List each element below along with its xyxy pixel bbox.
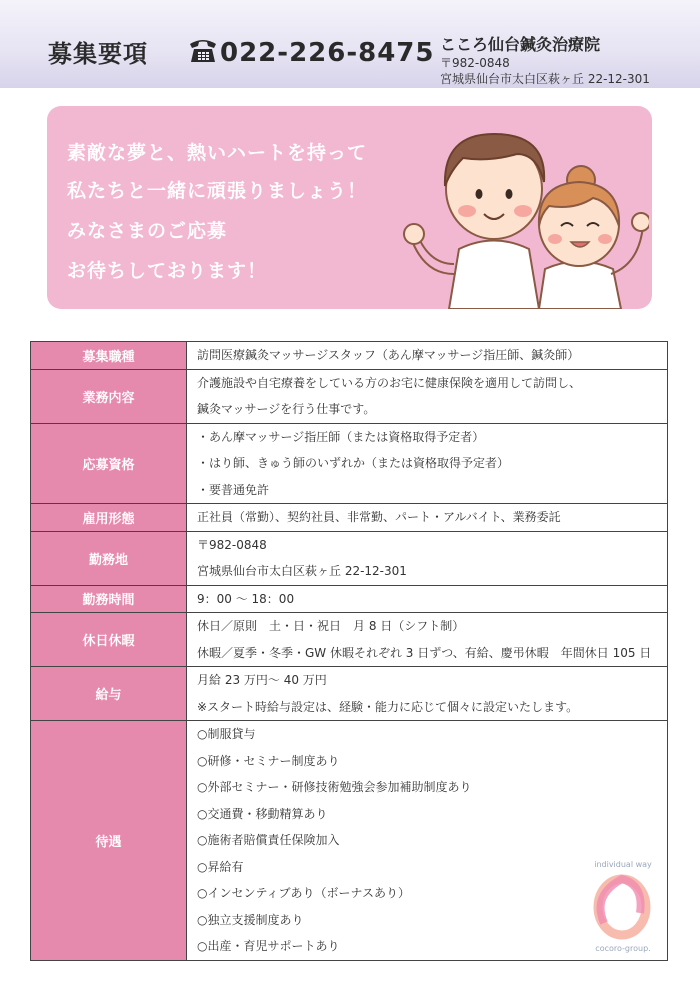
benefit-item: ○インセンティブあり（ボーナスあり） <box>197 886 411 900</box>
banner-message-line: みなさまのご応募 <box>67 220 228 242</box>
table-row <box>31 585 668 613</box>
row-value-salary <box>187 667 668 721</box>
cocoro-group-logo <box>582 855 664 955</box>
row-label-employment-type: 雇用形態 <box>31 504 187 532</box>
row-label-qualifications: 応募資格 <box>31 423 187 504</box>
row-value-line: ・要普通免許 <box>197 482 270 497</box>
benefit-item: ○施術者賠償責任保険加入 <box>197 833 340 847</box>
benefit-item: ○交通費・移動精算あり <box>197 806 328 821</box>
table-row <box>31 613 668 667</box>
row-label-benefits: 待遇 <box>31 721 187 961</box>
telephone-icon <box>188 36 218 64</box>
table-row <box>31 423 668 504</box>
row-value-qualifications <box>187 423 668 504</box>
benefit-item: ○昇給有 <box>197 859 244 874</box>
banner-message-line: 私たちと一緒に頑張りましょう！ <box>67 180 368 202</box>
row-label-job-type: 募集職種 <box>31 342 187 370</box>
row-value-line: 休日／原則 土・日・祝日 月 8 日（シフト制） <box>197 619 465 633</box>
table-row <box>31 342 668 370</box>
row-value-line: 月給 23 万円〜 40 万円 <box>197 673 327 687</box>
table-row <box>31 667 668 721</box>
row-label-salary: 給与 <box>31 667 187 721</box>
clinic-postal-code: 〒982-0848 <box>440 56 510 70</box>
female-staff-figure <box>539 166 649 309</box>
benefit-item: ○研修・セミナー制度あり <box>197 753 340 768</box>
row-label-work-location: 勤務地 <box>31 531 187 585</box>
row-value-line: 鍼灸マッサージを行う仕事です。 <box>197 402 376 416</box>
row-value-line: 正社員（常勤）、契約社員、非常勤、パート・アルバイト、業務委託 <box>197 510 561 524</box>
header-bar <box>0 0 700 88</box>
row-value-line: 宮城県仙台市太白区萩ヶ丘 22-12-301 <box>197 564 407 578</box>
row-value-line: 訪問医療鍼灸マッサージスタッフ（あん摩マッサージ指圧師、鍼灸師） <box>197 348 580 362</box>
staff-illustration <box>399 114 649 309</box>
row-value-line: 休暇／夏季・冬季・GW 休暇それぞれ 3 日ずつ、有給、慶弔休暇 年間休日 105 日 <box>197 645 652 660</box>
logo-top-text: individual way <box>594 860 652 869</box>
row-value-job-description <box>187 369 668 423</box>
logo-bottom-text: cocoro-group. <box>595 944 651 953</box>
benefit-item: ○出産・育児サポートあり <box>197 939 340 953</box>
row-value-work-location <box>187 531 668 585</box>
table-row <box>31 369 668 423</box>
row-value-working-hours <box>187 585 668 613</box>
recruit-banner <box>47 106 652 309</box>
banner-message-line: 素敵な夢と、熱いハートを持って <box>67 142 368 164</box>
benefit-item: ○制服貸与 <box>197 727 256 741</box>
row-value-job-type <box>187 342 668 370</box>
benefit-item: ○外部セミナー・研修技術勉強会参加補助制度あり <box>197 780 472 794</box>
row-value-line: 9：00 〜 18：00 <box>197 591 295 606</box>
table-row <box>31 504 668 532</box>
row-value-employment-type <box>187 504 668 532</box>
row-label-holidays: 休日休暇 <box>31 613 187 667</box>
row-value-line: ※スタート時給与設定は、経験・能力に応じて個々に設定いたします。 <box>197 699 579 714</box>
benefit-item: ○独立支援制度あり <box>197 912 304 927</box>
phone-number[interactable]: 022-226-8475 <box>220 38 435 68</box>
job-details-table <box>30 341 668 961</box>
row-label-working-hours: 勤務時間 <box>31 585 187 613</box>
page-title: 募集要項 <box>48 39 148 68</box>
male-staff-figure <box>404 134 544 309</box>
row-value-line: ・あん摩マッサージ指圧師（または資格取得予定者） <box>197 429 485 444</box>
row-value-line: 介護施設や自宅療養をしている方のお宅に健康保険を適用して訪問し、 <box>197 375 582 390</box>
table-row <box>31 531 668 585</box>
row-value-holidays <box>187 613 668 667</box>
clinic-name: こころ仙台鍼灸治療院 <box>440 35 601 54</box>
clinic-address: 宮城県仙台市太白区萩ヶ丘 22-12-301 <box>440 72 650 86</box>
banner-message-line: お待ちしております！ <box>67 260 268 282</box>
table-row <box>31 721 668 961</box>
row-value-line: 〒982-0848 <box>197 537 267 552</box>
row-label-job-description: 業務内容 <box>31 369 187 423</box>
row-value-line: ・はり師、きゅう師のいずれか（または資格取得予定者） <box>197 456 510 470</box>
